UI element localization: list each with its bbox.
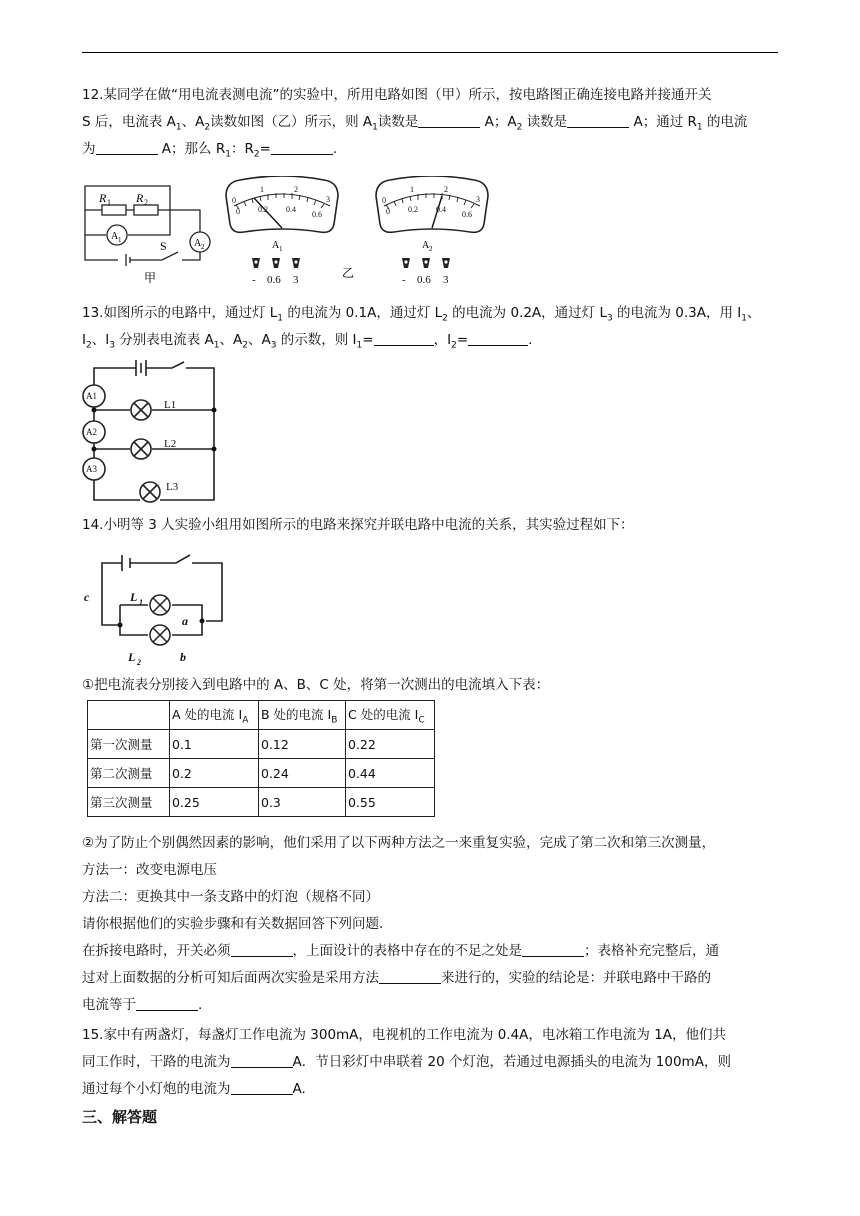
meter-a1-body — [226, 176, 338, 232]
svg-text:A: A — [272, 240, 280, 251]
svg-text:2: 2 — [429, 245, 433, 253]
table-cell: 0.24 — [259, 759, 346, 788]
answer-blank[interactable] — [96, 140, 158, 155]
svg-text:0: 0 — [386, 207, 390, 216]
svg-text:A3: A3 — [86, 464, 97, 474]
q14-step1: ①把电流表分别接入到电路中的 A、B、C 处，将第一次测出的电流填入下表： — [82, 677, 550, 693]
figure-14-circuit — [82, 545, 232, 667]
svg-text:2: 2 — [201, 243, 205, 251]
answer-blank[interactable] — [379, 969, 441, 984]
table-cell: 0.55 — [346, 788, 435, 817]
q15-line1: 15.家中有两盏灯，每盏灯工作电流为 300mA，电视机的工作电流为 0.4A，电冰箱工作电流为 1A，他们共 — [82, 1027, 727, 1043]
svg-text:L3: L3 — [166, 481, 179, 493]
svg-text:-: - — [252, 274, 256, 286]
label-yi-wrap — [340, 262, 360, 282]
svg-text:2: 2 — [137, 658, 141, 667]
svg-text:A: A — [194, 238, 202, 249]
q12-line1: 12.某同学在做“用电流表测电流”的实验中，所用电路如图（甲）所示，按电路图正确连接电路并接通开关 — [82, 87, 712, 103]
q14-p1: 在拆接电路时，开关必须 ，上面设计的表格中存在的不足之处是 ；表格补充完整后，通 — [82, 943, 719, 959]
q13-line1: 13.如图所示的电路中，通过灯 $L_1$ 的电流为 0.1A，通过灯 $L_2$ 的电流为 0.2A，通过灯 $L_3$ 的电流为 0.3A，用 $I_1$、 — [82, 305, 761, 324]
table-cell: 0.3 — [259, 788, 346, 817]
table-header-row — [88, 701, 435, 730]
table-cell: 0.2 — [170, 759, 259, 788]
answer-blank[interactable] — [567, 113, 629, 128]
svg-text:L: L — [128, 650, 136, 664]
answer-blank[interactable] — [418, 113, 480, 128]
answer-blank[interactable] — [231, 942, 293, 957]
table-row — [88, 730, 435, 759]
table-cell: 第三次测量 — [88, 788, 170, 817]
svg-text:1: 1 — [139, 598, 143, 607]
q14-method1: 方法一：改变电源电压 — [82, 862, 217, 878]
table-cell: 0.1 — [170, 730, 259, 759]
svg-text:a: a — [182, 614, 188, 628]
answer-blank[interactable] — [136, 996, 198, 1011]
table-cell: 第一次测量 — [88, 730, 170, 759]
answer-blank[interactable] — [468, 331, 528, 346]
q14-p3: 电流等于 . — [82, 997, 203, 1013]
svg-text:L: L — [130, 590, 138, 604]
svg-text:0: 0 — [382, 196, 386, 205]
svg-text:3: 3 — [293, 274, 299, 286]
svg-text:A: A — [111, 231, 119, 242]
q14-intro: 14.小明等 3 人实验小组用如图所示的电路来探究并联电路中电流的关系，其实验过程如下： — [82, 517, 634, 533]
svg-text:0.6: 0.6 — [312, 210, 322, 219]
svg-text:1: 1 — [260, 185, 264, 194]
table-header-cell: C 处的电流 $I_C$ — [346, 701, 435, 730]
table-cell: 0.22 — [346, 730, 435, 759]
svg-text:1: 1 — [118, 236, 122, 244]
q12-line2: S 后，电流表 $A_1$、$A_2$读数如图（乙）所示，则 $A_1$读数是 A；$A_2$ 读数是 A；通过 $R_1$ 的电流 — [82, 114, 748, 133]
svg-text:0.6: 0.6 — [462, 210, 472, 219]
svg-text:A1: A1 — [86, 391, 97, 401]
svg-text:0.6: 0.6 — [267, 274, 281, 286]
answer-blank[interactable] — [374, 331, 434, 346]
svg-text:L1: L1 — [164, 399, 177, 411]
table-cell: 0.44 — [346, 759, 435, 788]
q15-line2: 同工作时，干路的电流为 A．节日彩灯中串联着 20 个灯泡，若通过电源插头的电流为 100mA，则 — [82, 1054, 731, 1070]
q14-p2: 过对上面数据的分析可知后面两次实验是采用方法 来进行的，实验的结论是：并联电路中干路的 — [82, 970, 711, 986]
svg-text:2: 2 — [444, 185, 448, 194]
svg-text:A2: A2 — [86, 427, 97, 437]
answer-blank[interactable] — [522, 942, 584, 957]
svg-text:0.4: 0.4 — [436, 205, 446, 214]
svg-text:3: 3 — [326, 195, 330, 204]
svg-text:1: 1 — [107, 198, 111, 207]
q15-line3: 通过每个小灯炮的电流为 A. — [82, 1081, 306, 1097]
q13-line2: $I_2$、$I_3$ 分别表电流表 $A_1$、$A_2$、$A_3$ 的示数，则 $I_1=$ ，$I_2=$ . — [82, 332, 533, 351]
table-header-cell: B 处的电流 $I_B$ — [259, 701, 346, 730]
svg-text:0.2: 0.2 — [408, 205, 418, 214]
answer-blank[interactable] — [231, 1053, 293, 1068]
svg-text:0.6: 0.6 — [417, 274, 431, 286]
svg-text:0: 0 — [232, 196, 236, 205]
label-yi: 乙 — [342, 266, 355, 280]
table-cell: 0.12 — [259, 730, 346, 759]
svg-text:L2: L2 — [164, 438, 177, 450]
header-rule — [82, 52, 778, 53]
svg-text:c: c — [84, 590, 90, 604]
meter-a2-body — [376, 176, 488, 232]
svg-text:2: 2 — [144, 198, 148, 207]
figure-13-circuit — [80, 354, 220, 506]
table-row — [88, 788, 435, 817]
label-r2: R — [136, 191, 144, 205]
svg-text:A: A — [422, 240, 430, 251]
meter-a2 — [372, 176, 492, 288]
answer-blank[interactable] — [271, 140, 333, 155]
table-header-cell: A 处的电流 $I_A$ — [170, 701, 259, 730]
svg-text:2: 2 — [294, 185, 298, 194]
svg-text:0.2: 0.2 — [258, 205, 268, 214]
svg-text:1: 1 — [279, 245, 283, 253]
table-cell: 0.25 — [170, 788, 259, 817]
q14-method2: 方法二：更换其中一条支路中的灯泡（规格不同） — [82, 889, 379, 905]
table-header-cell — [88, 701, 170, 730]
figure-12-circuit — [82, 180, 218, 286]
meter-a1 — [222, 176, 342, 288]
q14-ask: 请你根据他们的实验步骤和有关数据回答下列问题. — [82, 916, 384, 932]
svg-text:3: 3 — [476, 195, 480, 204]
data-table — [87, 700, 435, 817]
svg-text:0: 0 — [236, 207, 240, 216]
label-jia: 甲 — [144, 271, 157, 285]
svg-text:1: 1 — [410, 185, 414, 194]
svg-text:0.4: 0.4 — [286, 205, 296, 214]
section-heading: 三、解答题 — [82, 1108, 158, 1126]
label-r1: R — [99, 191, 107, 205]
label-s: S — [160, 239, 167, 253]
resistor-r1 — [102, 205, 126, 215]
q12-line3: 为 A；那么 $R_1$：$R_2=$ . — [82, 141, 338, 160]
table-row — [88, 759, 435, 788]
svg-text:-: - — [402, 274, 406, 286]
svg-text:b: b — [180, 650, 186, 664]
answer-blank[interactable] — [231, 1080, 293, 1095]
table-cell: 第二次测量 — [88, 759, 170, 788]
q14-step2: ②为了防止个别偶然因素的影响，他们采用了以下两种方法之一来重复实验，完成了第二次和第三次测量， — [82, 835, 716, 851]
svg-text:3: 3 — [443, 274, 449, 286]
